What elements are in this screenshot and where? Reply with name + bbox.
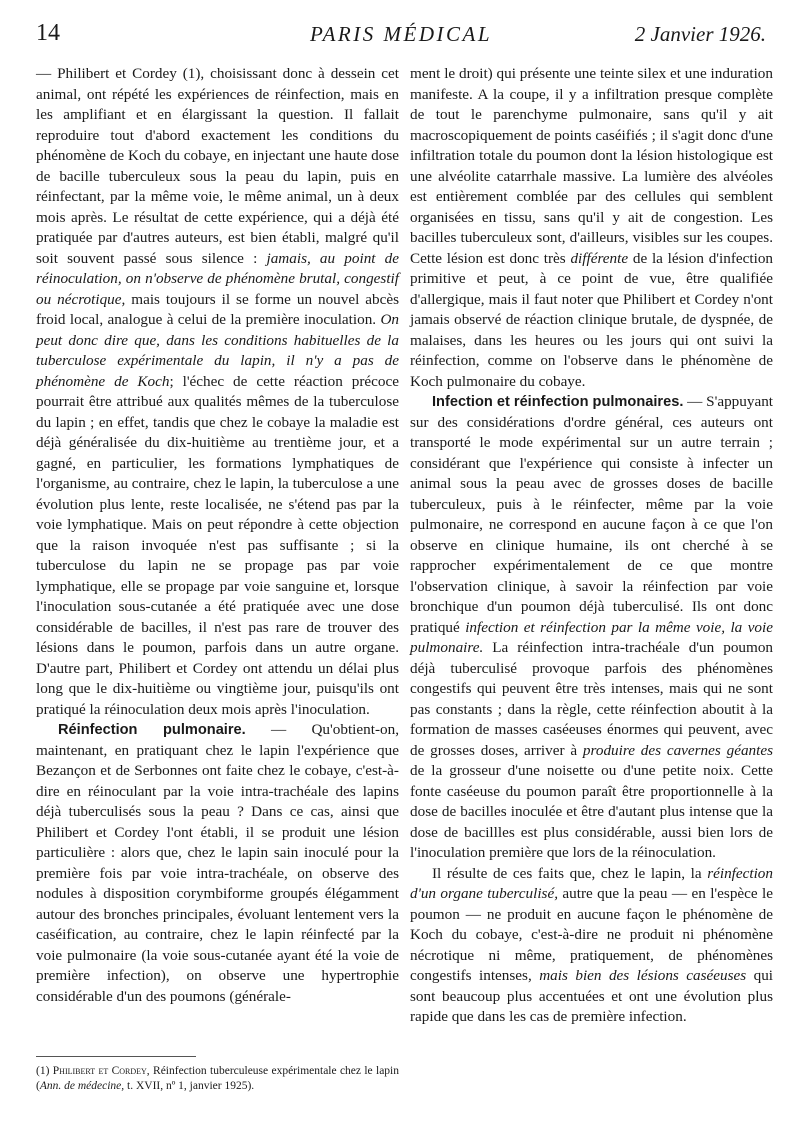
running-header xyxy=(36,18,766,58)
right-column xyxy=(410,64,773,1124)
footnote: (1) Philibert et Cordey, Réinfection tuberculeuse expérimentale chez le lapin (Ann. de médecine, t. XVII, nº 1, janvier 1925). xyxy=(36,1065,399,1092)
footnote-rule xyxy=(36,1056,196,1057)
left-column xyxy=(36,64,399,1054)
section-heading: Réinfection pulmonaire. xyxy=(58,722,246,738)
paragraph-lesion-description: ment le droit) qui présente une teinte silex et une induration manifeste. A la coupe, il y a infiltration presque complète de tout le parenchyme pulmonaire, sans qu'il y ait macroscopiquement de points caséifiés ; il s'agit donc d'une infiltration totale du poumon dont la lésion histologique est une alvéolite catarrhale massive. La lumière des alvéoles est entièrement comblée par des cellules qui semblent organisées en tissu, sans qu'il y ait de congestion. Les bacilles tuberculeux sont, d'ailleurs, visibles sur les coupes. Cette lésion est donc très différente de la lésion d'infection primitive et peut, à ce point de vue, être qualifiée d'allergique, mais il faut noter que Philibert et Cordey n'ont jamais observé de réaction clinique brutale, de dyspnée, de malaises, dans les heures ou les jours qui ont suivi la réinfection, comme on l'observe dans le phénomène de Koch pulmonaire du cobaye. xyxy=(410,65,774,390)
page-number: 14 xyxy=(36,20,60,46)
issue-date: 2 Janvier 1926. xyxy=(634,22,766,46)
paragraph-conclusion: Il résulte de ces faits que, chez le lapin, la réinfection d'un organe tuberculisé, autre que la peau — en l'espèce le poumon — ne produit en aucune façon le phénomène de Koch du cobaye, c'est-à-dire ne produit ni phénomène nécrotique ni même, pratiquement, de phénomènes congestifs intenses, mais bien des lésions caséeuses qui sont beaucoup plus accentuées et ont une évolution plus rapide que dans les cas de première infection. xyxy=(410,864,774,1025)
paragraph-reinfection-pulmonaire: Réinfection pulmonaire. — Qu'obtient-on, maintenant, en pratiquant chez le lapin l'expérience que Bezançon et de Serbonnes ont faite chez le cobaye, c'est-à-dire en réinoculant par la voie intra-trachéale des lapins déjà tuberculisés sous la peau ? Dans ce cas, ainsi que Philibert et Cordey l'ont établi, il se produit une lésion particulière : alors que, chez le lapin sain inoculé pour la première fois par voie intra-trachéale, on observe des nodules à disposition corymbiforme groupés élégamment autour des bronches principales, évoluant lentement vers la caséification, au contraire, chez le lapin réinfecté par la voie pulmonaire (la voie sous-cutanée ayant été la voie de première infection), on observe une hypertrophie considérable d'un des poumons (générale- xyxy=(36,721,399,1005)
paragraph-reinfection-intro: — Philibert et Cordey (1), choisissant donc à dessein cet animal, ont répété les expériences de réinfection, mais en les amplifiant et en élargissant la question. Il fallait reproduire tout d'abord exactement les conditions du phénomène de Koch du cobaye, en injectant une haute dose de bacille tuberculeux sous la peau du lapin, puis en réinfectant, par la même voie, le même animal, un à deux mois après. Le résultat de cette expérience, qui a déjà été pratiquée par d'autres auteurs, est bien établi, malgré qu'il soit souvent passé sous silence : jamais, au point de réinoculation, on n'observe de phénomène brutal, congestif ou nécrotique, mais toujours il se forme un nouvel abcès froid local, analogue à celui de la première inoculation. On peut donc dire que, dans les conditions habituelles de la tuberculose expérimentale du lapin, il n'y a pas de phénomène de Koch; l'échec de cette réaction précoce pourrait être attribué aux qualités mêmes de la tuberculose du lapin ; en effet, tandis que chez le cobaye la maladie est déjà généralisée du dix-huitième au trentième jour, et a gagné, en particulier, les formations lymphatiques de l'organisme, au contraire, chez le lapin, la tuberculose a une évolution plus lente, reste localisée, ne s'étend pas par la voie lymphatique. Mais on peut répondre à cette objection que la raison invoquée n'est pas suffisante ; si la tuberculose du lapin ne se propage pas par voie lymphatique, elle se propage par voie sanguine et, lorsque l'inoculation sous-cutanée a été pratiquée avec une dose considérable de bacilles, il n'est pas rare de trouver des lésions dans le poumon, parfois dans un autre organe. D'autre part, Philibert et Cordey ont attendu un délai plus long que le dix-huitième ou vingtième jour, puisqu'ils ont pratiqué la réinoculation deux mois après l'inoculation. xyxy=(36,65,400,718)
paragraph-infection-reinfection: Infection et réinfection pulmonaires. — S'appuyant sur des considérations d'ordre général, ces auteurs ont transporté le mode expérimental sur un autre terrain ; considérant que l'expérience qui consiste à infecter un animal sous la peau avec de grosses doses de bacille tuberculeux, puis à le réinfecter, même par la voie pulmonaire, ne correspond en aucune façon à ce que l'on observe en clinique humaine, ils ont cherché à se rapprocher expérimentalement de ce que montre l'observation clinique, à savoir la réinfection par voie bronchique d'un poumon déjà tuberculisé. Ils ont donc pratiqué infection et réinfection par la même voie, la voie pulmonaire. La réinfection intra-trachéale d'un poumon déjà tuberculisé provoque parfois des phénomènes congestifs qui peuvent être très intenses, mais qui ne sont pas constants ; dans la règle, cette réinfection aboutit à la formation de masses caséeuses énormes qui peuvent, avec de grosses doses, arriver à produire des cavernes géantes de la grosseur d'une noisette ou d'une petite noix. Cette fonte caséeuse du poumon paraît être proportionnelle à la dose de bacilles inoculée et être d'autant plus intense que la dose de bacillles est plus considérable, aussi bien lors de l'inoculation première que lors de la réinoculation. xyxy=(410,393,774,861)
journal-title: PARIS MÉDICAL xyxy=(309,22,492,46)
section-heading: Infection et réinfection pulmonaires. xyxy=(432,394,684,410)
